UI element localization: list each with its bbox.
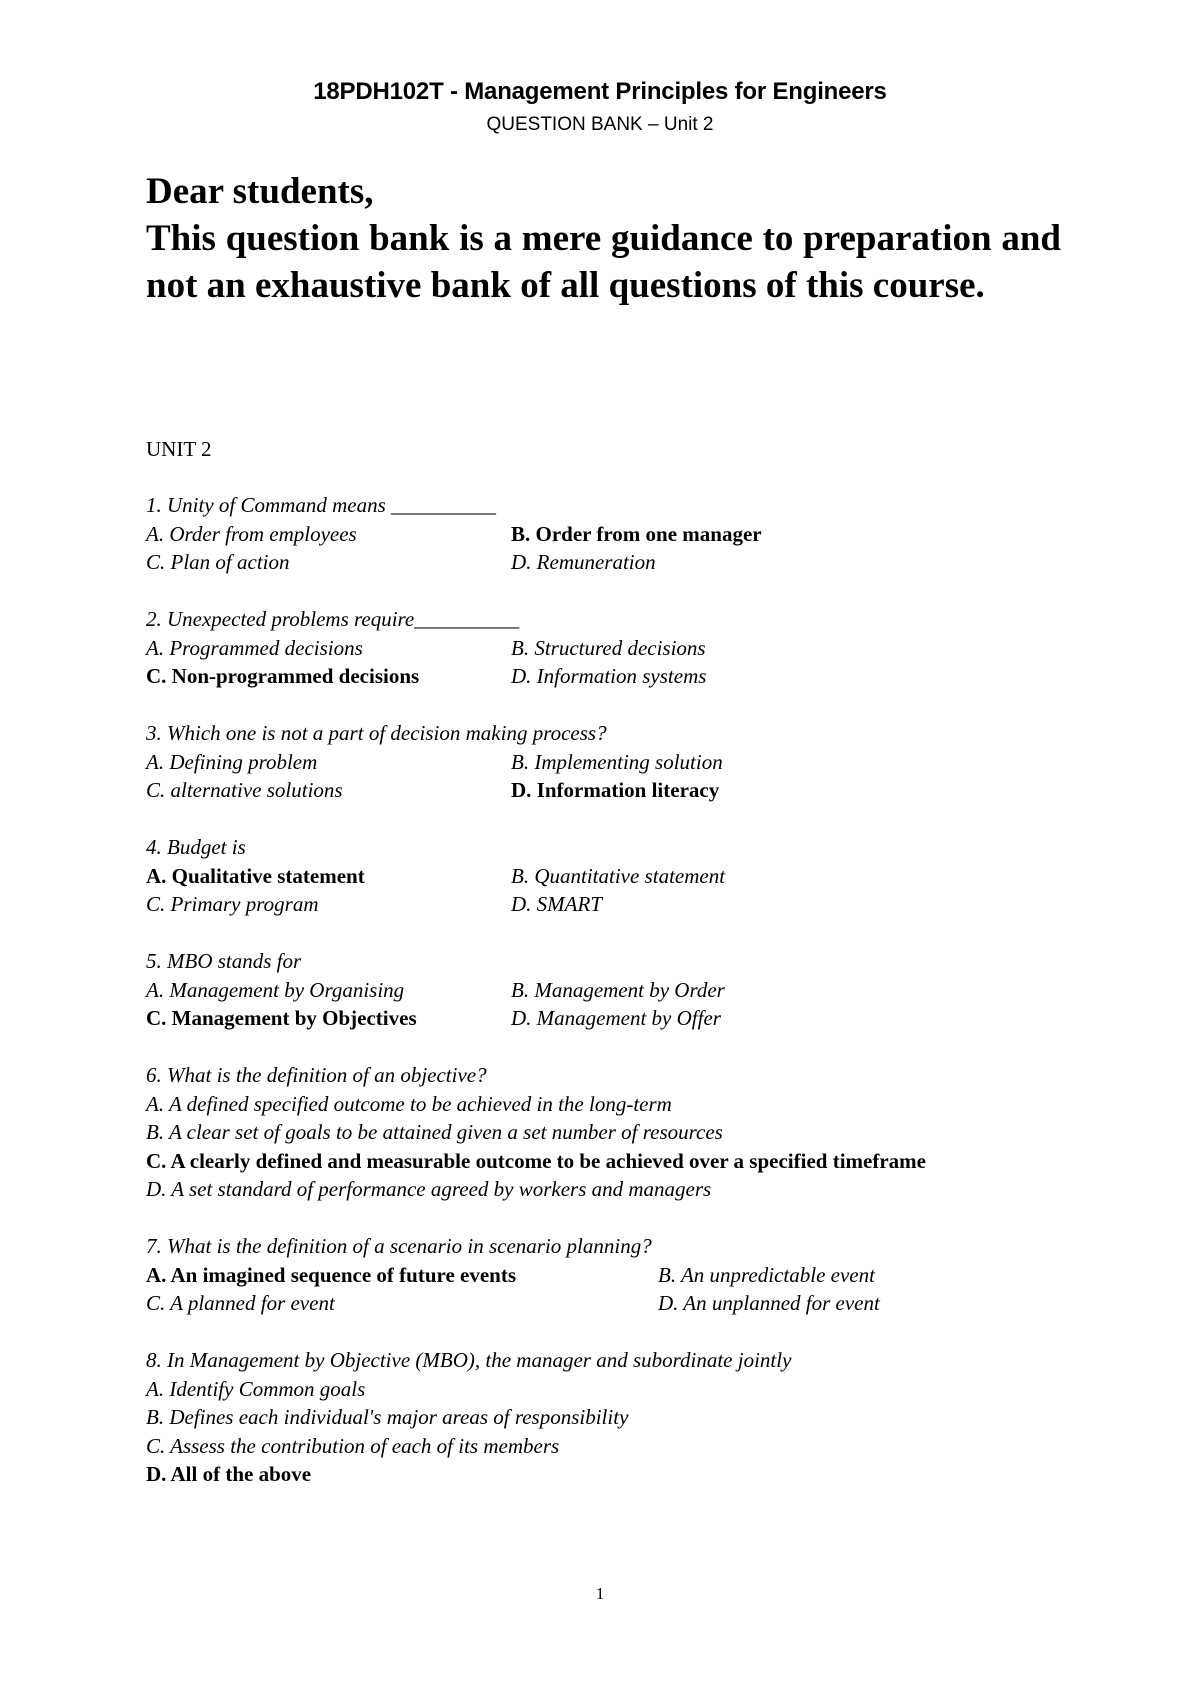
- option-a: A. Order from employees: [146, 521, 357, 546]
- option-c: C. Plan of action: [146, 550, 290, 574]
- question-text: 5. MBO stands for: [146, 949, 302, 973]
- question-text: 7. What is the definition of a scenario in scenario planning?: [146, 1234, 652, 1258]
- question-5: [146, 947, 1076, 1033]
- question-text: 4. Budget is: [146, 835, 246, 859]
- option-a-answer: A. An imagined sequence of future events: [146, 1262, 517, 1287]
- option-b: B. An unpredictable event: [658, 1262, 875, 1287]
- option-a-answer: A. Qualitative statement: [146, 863, 365, 888]
- intro-note: [146, 168, 1061, 309]
- question-7: [146, 1232, 1076, 1318]
- question-6: [146, 1061, 1076, 1204]
- document-title: 18PDH102T - Management Principles for Engineers: [313, 78, 887, 105]
- option-d: D. A set standard of performance agreed by workers and managers: [146, 1177, 712, 1201]
- option-b: B. Implementing solution: [511, 749, 723, 774]
- page-number: 1: [595, 1584, 605, 1603]
- option-b: B. Management by Order: [511, 977, 725, 1002]
- option-a: A. A defined specified outcome to be achieved in the long-term: [146, 1091, 672, 1116]
- question-1: [146, 491, 1076, 577]
- option-a: A. Identify Common goals: [146, 1376, 366, 1401]
- question-4: [146, 833, 1076, 919]
- option-c: C. alternative solutions: [146, 778, 343, 802]
- question-8: [146, 1346, 1076, 1489]
- option-d: D. SMART: [511, 892, 602, 916]
- option-a: A. Programmed decisions: [146, 635, 363, 660]
- option-c: C. Primary program: [146, 892, 319, 916]
- option-b: B. Structured decisions: [511, 635, 706, 660]
- option-a: A. Defining problem: [146, 749, 318, 774]
- option-d: D. Information systems: [511, 664, 707, 688]
- option-c-answer: C. Management by Objectives: [146, 1006, 417, 1030]
- option-d-answer: D. All of the above: [146, 1462, 312, 1486]
- intro-body: This question bank is a mere guidance to preparation and not an exhaustive bank of all questions of this course.: [146, 218, 1061, 306]
- option-b-answer: B. Order from one manager: [511, 521, 762, 546]
- option-a: A. Management by Organising: [146, 977, 405, 1002]
- option-c: C. Assess the contribution of each of its members: [146, 1433, 560, 1458]
- question-text: 6. What is the definition of an objective?: [146, 1063, 487, 1087]
- option-b: B. A clear set of goals to be attained given a set number of resources: [146, 1120, 723, 1144]
- option-b: B. Defines each individual's major areas of responsibility: [146, 1405, 629, 1429]
- document-subtitle: QUESTION BANK – Unit 2: [486, 114, 714, 135]
- question-list: [146, 491, 1076, 1517]
- question-2: [146, 605, 1076, 691]
- option-c-answer: C. Non-programmed decisions: [146, 664, 420, 688]
- unit-heading: UNIT 2: [146, 437, 212, 461]
- option-b: B. Quantitative statement: [511, 863, 726, 888]
- intro-greeting: Dear students,: [146, 171, 374, 212]
- option-d: D. Remuneration: [511, 550, 656, 574]
- option-d: D. An unplanned for event: [658, 1291, 880, 1315]
- option-c-answer: C. A clearly defined and measurable outcome to be achieved over a specified timeframe: [146, 1148, 926, 1173]
- question-text: 8. In Management by Objective (MBO), the manager and subordinate jointly: [146, 1348, 792, 1372]
- question-text: 3. Which one is not a part of decision making process?: [146, 721, 607, 745]
- question-text: 1. Unity of Command means __________: [146, 493, 496, 517]
- question-3: [146, 719, 1076, 805]
- question-text: 2. Unexpected problems require__________: [146, 607, 520, 631]
- option-d: D. Management by Offer: [511, 1006, 721, 1030]
- option-c: C. A planned for event: [146, 1291, 335, 1315]
- option-d-answer: D. Information literacy: [511, 778, 720, 802]
